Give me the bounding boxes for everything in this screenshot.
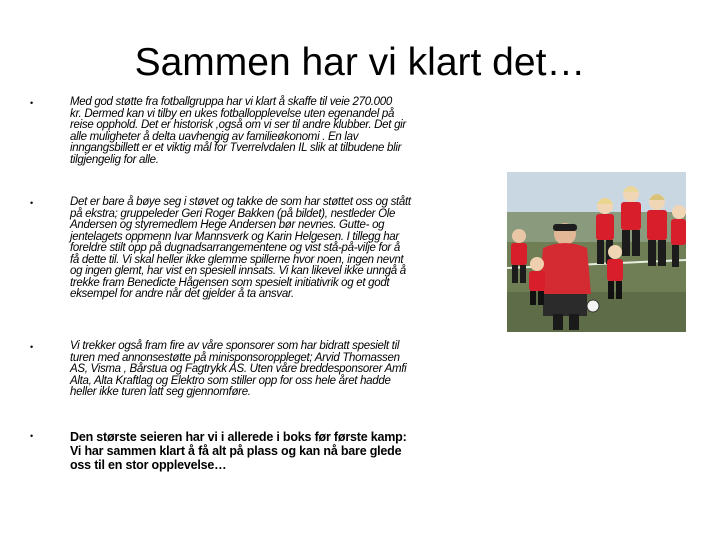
- bullet-line: få dette til. Vi skal heller ikke glemme spillerne hvor noen, ingen nevnt: [70, 253, 404, 266]
- bullet-line: Med god støtte fra fotballgruppa har vi klart å skaffe til veie 270.000: [70, 96, 392, 108]
- bullet-line: trekke fram Benedicte Hågensen som spesielt initiativrik og et godt: [70, 276, 390, 289]
- bullet-item-2: [70, 197, 496, 301]
- bullet-line: jentelagets oppmenn Ivar Mannsverk og Karin Helgesen. I tillegg har: [70, 230, 399, 243]
- bullet-marker: •: [30, 198, 34, 208]
- bullet-line: turen med annonsestøtte på minisponsoroppleget; Arvid Thomassen: [70, 351, 400, 364]
- page-title: Sammen har vi klart det…: [134, 41, 586, 84]
- bullet-item-4: [70, 430, 482, 472]
- bullet-line: og ingen glemt, har vist en spesiell innsats. Vi kan likevel ikke unngå å: [70, 265, 406, 277]
- bullet-line: AS, Visma , Bårstua og Fagtrykk AS. Uten våre breddesponsorer Amfi: [70, 363, 407, 375]
- bullet-line: Vi har sammen klart å få alt på plass og kan nå bare glede: [70, 444, 402, 458]
- bullet-marker: •: [30, 342, 34, 352]
- bullet-line: alle muligheter å delta uavhengig av familieøkonomi . En lav: [70, 130, 359, 143]
- bullet-line: reise opphold. Det er historisk ,også om vi ser til andre klubber. Det gir: [70, 119, 406, 131]
- bullet-line: kr. Dermed kan vi tilby en ukes fotballopplevelse uten egenandel på: [70, 107, 395, 120]
- bullet-item-1: [70, 97, 488, 166]
- bullet-line: Andersen og styremedlem Hege Andersen bør nevnes. Gutte- og: [70, 219, 385, 231]
- bullet-line: foreldre stilt opp på dugnadsarrangementene og vist stå-på-vilje for å: [70, 242, 400, 254]
- bullet-line: eksempel for andre når det gjelder å ta ansvar.: [70, 288, 294, 300]
- team-photo-icon: [507, 172, 686, 332]
- bullet-item-3: [70, 341, 482, 399]
- bullet-line: på ekstra; gruppeleder Geri Roger Bakken (på bildet), nestleder Ole: [70, 207, 396, 220]
- bullet-marker: •: [30, 431, 34, 441]
- bullet-marker: •: [30, 98, 34, 108]
- bullet-line: Alta, Alta Kraftlag og Elektro som stiller opp for oss hele året hadde: [70, 374, 391, 387]
- bullet-line: tilgjengelig for alle.: [70, 153, 159, 166]
- bullet-line: Den største seieren har vi i allerede i boks før første kamp:: [70, 430, 407, 444]
- bullet-line: inngangsbillett er et viktig mål for Tverrelvdalen IL slik at tilbudene blir: [70, 142, 402, 154]
- bullet-line: Vi trekker også fram fire av våre sponsorer som har bidratt spesielt til: [70, 340, 400, 352]
- bullet-line: heller ikke turen latt seg gjennomføre.: [70, 386, 251, 398]
- bullet-line: oss til en stor opplevelse…: [70, 458, 227, 472]
- bullet-line: Det er bare å bøye seg i støvet og takke de som har støttet oss og stått: [70, 196, 411, 208]
